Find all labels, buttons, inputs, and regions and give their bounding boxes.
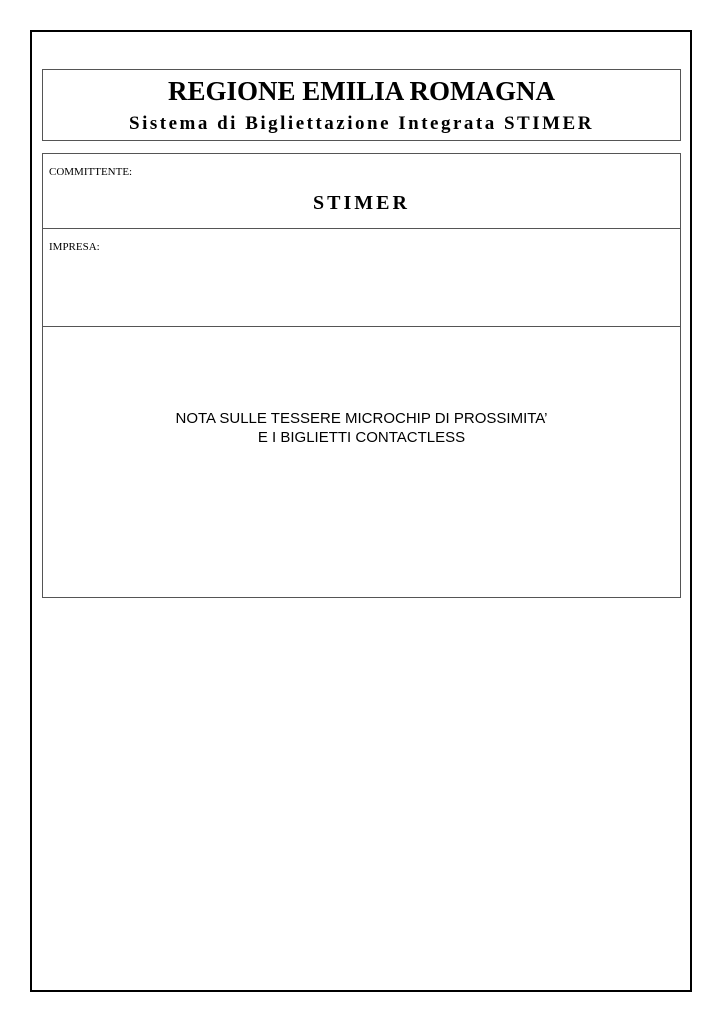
header-subtitle: Sistema di Bigliettazione Integrata STIMER	[129, 113, 594, 134]
document-header	[42, 69, 681, 141]
committente-value: STIMER	[313, 192, 410, 214]
committente-section	[43, 154, 680, 229]
nota-section	[43, 327, 680, 597]
nota-title	[43, 409, 680, 447]
info-table	[42, 153, 681, 598]
impresa-section	[43, 229, 680, 327]
nota-title-line-2: E I BIGLIETTI CONTACTLESS	[257, 429, 466, 446]
nota-title-line-1: NOTA SULLE TESSERE MICROCHIP DI PROSSIMITA’	[175, 410, 548, 427]
impresa-label: IMPRESA:	[49, 241, 100, 253]
header-title: REGIONE EMILIA ROMAGNA	[167, 76, 556, 106]
committente-label: COMMITTENTE:	[49, 166, 133, 178]
